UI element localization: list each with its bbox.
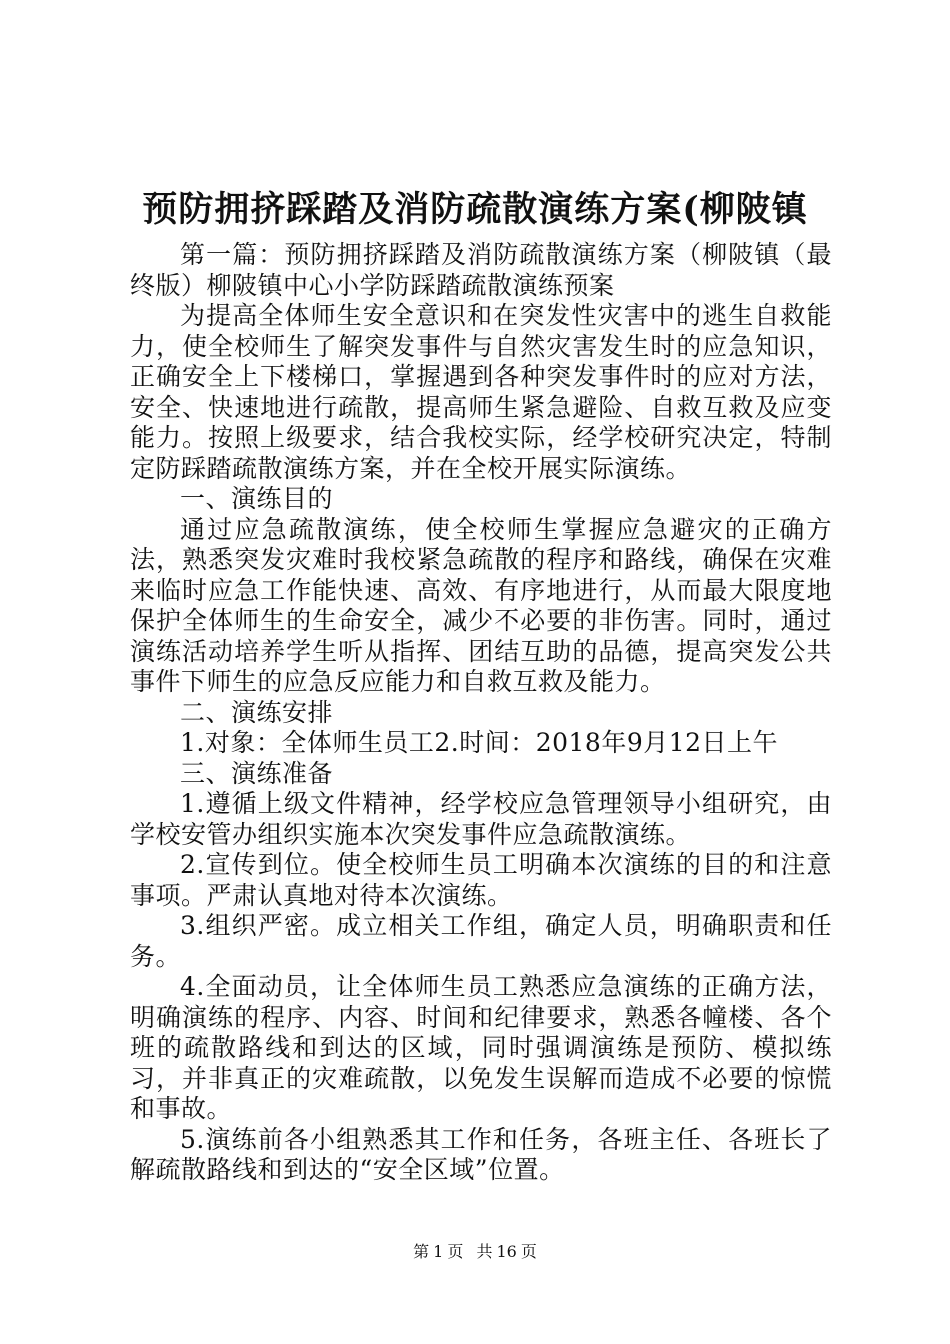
- document-body: [130, 240, 832, 1186]
- section-heading: 二、演练安排: [180, 697, 334, 727]
- paragraph: 为提高全体师生安全意识和在突发性灾害中的逃生自救能力，使全校师生了解突发事件与自然灾害发生时的应急知识，正确安全上下楼梯口，掌握遇到各种突发事件时的应对方法，安全、快速地进行疏散，提高师生紧急避险、自救互救及应变能力。按照上级要求，结合我校实际，经学校研究决定，特制定防踩踏疏散演练方案，并在全校开展实际演练。: [130, 301, 832, 483]
- section-heading: 三、演练准备: [180, 758, 334, 788]
- total-indicator: [474, 1242, 538, 1261]
- total-pages: 16: [496, 1242, 517, 1261]
- list-item: 4.全面动员，让全体师生员工熟悉应急演练的正确方法，明确演练的程序、内容、时间和纪律要求，熟悉各幢楼、各个班的疏散路线和到达的区域，同时强调演练是预防、模拟练习，并非真正的灾难疏散，以免发生误解而造成不必要的惊慌和事故。: [130, 972, 832, 1123]
- list-item: 1.遵循上级文件精神，经学校应急管理领导小组研究，由学校安管办组织实施本次突发事件应急疏散演练。: [130, 789, 832, 849]
- page-footer: [0, 1240, 950, 1264]
- total-suffix: 页: [520, 1242, 537, 1261]
- page-suffix: 页: [447, 1242, 464, 1261]
- list-item: 5.演练前各小组熟悉其工作和任务，各班主任、各班长了解疏散路线和到达的“安全区域”位置。: [130, 1124, 832, 1184]
- paragraph: 1.对象：全体师生员工2.时间：2018年9月12日上午: [180, 728, 779, 757]
- list-item: 2.宣传到位。使全校师生员工明确本次演练的目的和注意事项。严肃认真地对待本次演练。: [130, 850, 832, 910]
- page-indicator: [411, 1242, 465, 1261]
- document-title: 预防拥挤踩踏及消防疏散演练方案(柳陂镇: [142, 189, 808, 230]
- total-prefix: 共: [476, 1242, 493, 1261]
- page-number: 1: [433, 1242, 444, 1261]
- page-prefix: 第: [413, 1242, 430, 1261]
- list-item: 3.组织严密。成立相关工作组，确定人员，明确职责和任务。: [130, 911, 832, 971]
- section-heading: 一、演练目的: [180, 484, 334, 513]
- paragraph: 第一篇：预防拥挤踩踏及消防疏散演练方案（柳陂镇（最终版）柳陂镇中心小学防踩踏疏散演练预案: [130, 240, 832, 300]
- paragraph: 通过应急疏散演练，使全校师生掌握应急避灾的正确方法，熟悉突发灾难时我校紧急疏散的程序和路线，确保在灾难来临时应急工作能快速、高效、有序地进行，从而最大限度地保护全体师生的生命安全，减少不必要的非伤害。同时，通过演练活动培养学生听从指挥、团结互助的品德，提高突发公共事件下师生的应急反应能力和自救互救及能力。: [130, 514, 832, 696]
